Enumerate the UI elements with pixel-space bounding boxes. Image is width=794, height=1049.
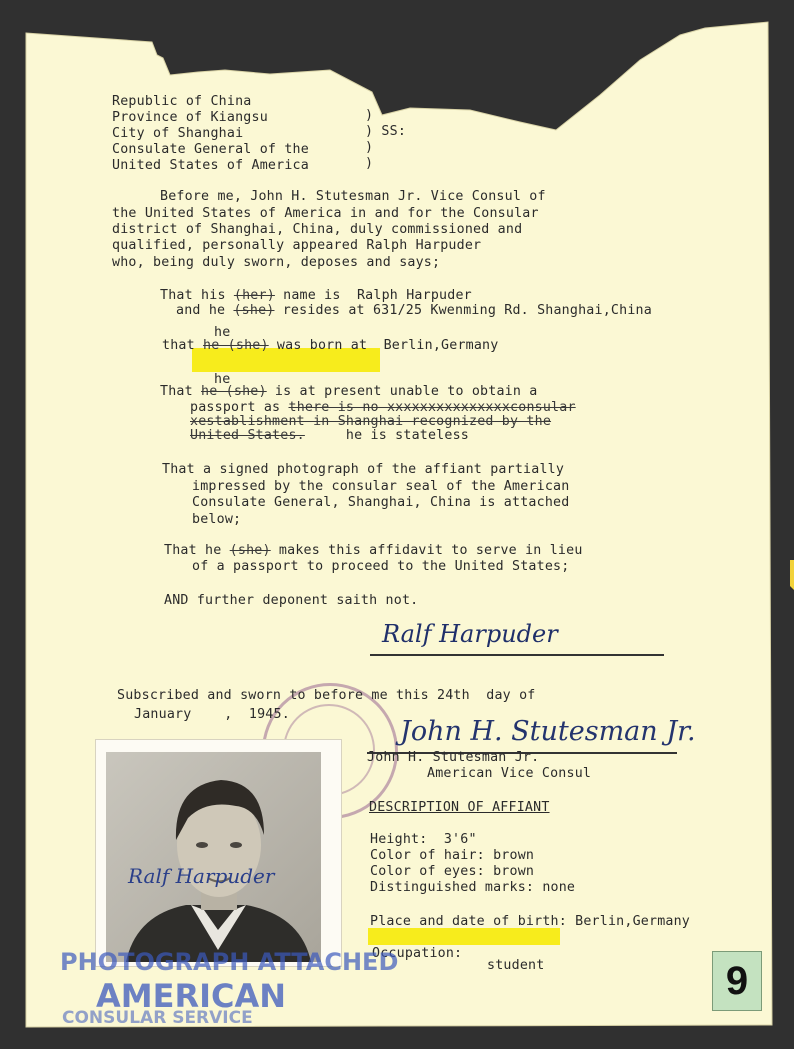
para2-text-a: that (162, 338, 195, 353)
para4-line-3: Consulate General, Shanghai, China is attached (192, 495, 570, 510)
struck-word: (she) (229, 543, 271, 558)
header-bracket-1: ) (365, 108, 374, 123)
description-heading: DESCRIPTION OF AFFIANT (369, 800, 550, 815)
struck-text: there is no xxxxxxxxxxxxxxxconsular (288, 400, 576, 415)
portrait-image (96, 740, 341, 966)
para4-line-2: impressed by the consular seal of the American (192, 479, 570, 494)
intro-line-4: qualified, personally appeared Ralph Harpuder (112, 238, 482, 253)
intro-line-2: the United States of America in and for the Consular (112, 206, 539, 221)
stamp-line-1: PHOTOGRAPH ATTACHED (60, 948, 399, 976)
consul-title: American Vice Consul (427, 766, 592, 781)
para3-insert: he (214, 372, 231, 387)
para3-text-a: That (160, 384, 193, 399)
para3-text-b: is at present unable to obtain a (274, 384, 538, 399)
para2-line (162, 338, 498, 354)
stamp-line-3: CONSULAR SERVICE (62, 1008, 253, 1028)
para5-text-a: That he (164, 543, 222, 558)
struck-text: United States. (190, 428, 305, 443)
para1-line-1 (160, 288, 472, 304)
para1-line2-b: resides at 631/25 Kwenming Rd. Shanghai,China (282, 303, 652, 318)
consul-signature: John H. Stutesman Jr. (400, 716, 696, 747)
para1-line-2 (176, 303, 652, 319)
para3-line-4 (190, 428, 469, 444)
jurat-line-2: January , 1945. (134, 707, 290, 722)
signature-line (370, 654, 664, 656)
highlight-birth-field (368, 928, 560, 945)
struck-word: (her) (233, 288, 275, 303)
para3-line-1 (160, 384, 538, 400)
jurat-line-1: Subscribed and sworn to before me this 24th day of (117, 688, 536, 703)
header-line-5: United States of America (112, 158, 309, 173)
para4-line-4: below; (192, 512, 242, 527)
photo-signature: Ralf Harpuder (128, 864, 275, 888)
para1-line2-a: and he (176, 303, 226, 318)
height-field: Height: 3'6" (370, 832, 477, 847)
para2-text-b: was born at Berlin,Germany (276, 338, 499, 353)
consul-name: John H. Stutesman Jr. (367, 750, 540, 765)
para5-line-1 (164, 543, 583, 559)
header-line-1: Republic of China (112, 94, 252, 109)
para2-insert: he (214, 325, 231, 340)
occupation-value: student (487, 958, 545, 973)
header-line-4: Consulate General of the (112, 142, 309, 157)
closing-statement: AND further deponent saith not. (164, 593, 419, 608)
para5-text-b: makes this affidavit to serve in lieu (278, 543, 583, 558)
hair-color-field: Color of hair: brown (370, 848, 535, 863)
eye-color-field: Color of eyes: brown (370, 864, 535, 879)
intro-line-3: district of Shanghai, China, duly commissioned and (112, 222, 523, 237)
struck-word: (she) (233, 303, 275, 318)
struck-word: he (she) (201, 384, 267, 399)
stamp-line-2: AMERICAN (96, 977, 287, 1015)
birth-field: Place and date of birth: Berlin,Germany (370, 914, 691, 929)
header-line-3: City of Shanghai (112, 126, 244, 141)
para1-text-b: name is Ralph Harpuder (283, 288, 472, 303)
occupation-label: Occupation: (372, 946, 463, 961)
para1-text-a: That his (160, 288, 226, 303)
struck-word: he (she) (203, 338, 269, 353)
stateless-text: he is stateless (345, 428, 470, 443)
header-bracket-ss: ) SS: (365, 124, 407, 139)
para3-line2-a: passport as (190, 400, 281, 415)
para5-line-2: of a passport to proceed to the United States; (192, 559, 570, 574)
affiant-signature: Ralf Harpuder (382, 620, 558, 648)
header-line-2: Province of Kiangsu (112, 110, 268, 125)
intro-line-1: Before me, John H. Stutesman Jr. Vice Consul of (160, 189, 546, 204)
struck-text: xestablishment in Shanghai recognized by the (190, 414, 552, 429)
affiant-photograph (95, 739, 342, 967)
page-number-badge: 9 (712, 951, 762, 1011)
header-bracket-4: ) (365, 156, 374, 171)
header-bracket-3: ) (365, 140, 374, 155)
intro-line-5: who, being duly sworn, deposes and says; (112, 255, 441, 270)
para4-line-1: That a signed photograph of the affiant partially (162, 462, 565, 477)
distinguishing-marks-field: Distinguished marks: none (370, 880, 576, 895)
